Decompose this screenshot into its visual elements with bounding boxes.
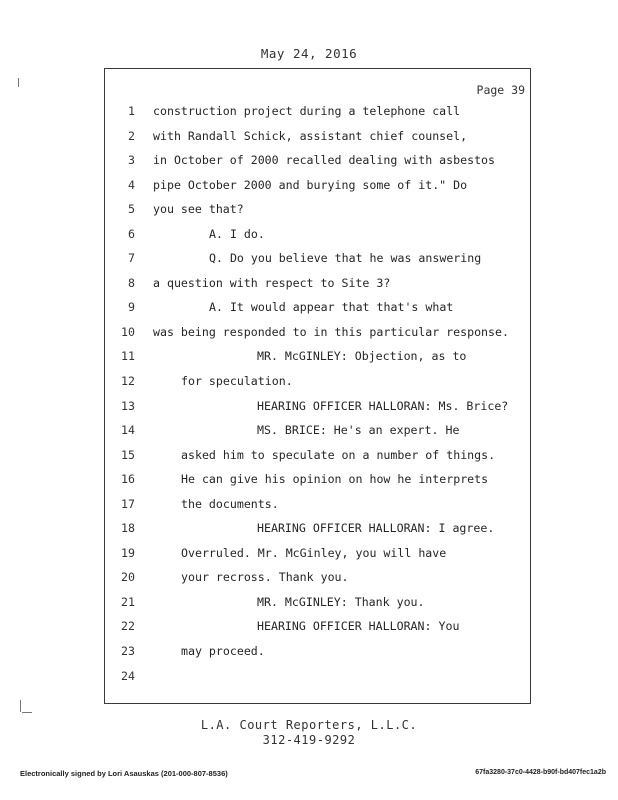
- line-number: 16: [121, 472, 135, 487]
- transcript-line: [105, 590, 530, 615]
- transcript-line: [105, 664, 530, 689]
- line-number: 24: [121, 668, 135, 683]
- line-number: 21: [121, 594, 135, 609]
- line-number: 20: [121, 570, 135, 585]
- transcript-page-frame: [104, 68, 531, 704]
- transcript-line: [105, 418, 530, 443]
- line-number: 14: [121, 423, 135, 438]
- line-text: asked him to speculate on a number of things.: [181, 447, 496, 462]
- page-number: Page 39: [476, 83, 525, 97]
- line-text: the documents.: [181, 496, 279, 511]
- line-text: your recross. Thank you.: [181, 570, 349, 585]
- scan-mark: [22, 712, 32, 713]
- line-text: He can give his opinion on how he interprets: [181, 472, 489, 487]
- transcript-line: [105, 320, 530, 345]
- line-number: 8: [128, 275, 135, 290]
- line-number: 5: [128, 202, 135, 217]
- court-reporter-name: L.A. Court Reporters, L.L.C.: [200, 718, 418, 732]
- transcript-line: [105, 344, 530, 369]
- transcript-line: [105, 614, 530, 639]
- line-text: a question with respect to Site 3?: [153, 275, 391, 290]
- transcript-lines: [105, 99, 530, 688]
- transcript-line: [105, 124, 530, 149]
- line-number: 23: [121, 644, 135, 659]
- line-number: 15: [121, 447, 135, 462]
- line-text: A. It would appear that that's what: [209, 300, 454, 315]
- transcript-line: [105, 99, 530, 124]
- line-number: 7: [128, 251, 135, 266]
- electronic-signature-note: Electronically signed by Lori Asauskas (201-000-807-8536): [20, 769, 228, 778]
- transcript-line: [105, 222, 530, 247]
- transcript-line: [105, 369, 530, 394]
- transcript-line: [105, 639, 530, 664]
- line-number: 4: [128, 177, 135, 192]
- transcript-date: May 24, 2016: [260, 46, 358, 61]
- line-number: 19: [121, 545, 135, 560]
- line-text: Overruled. Mr. McGinley, you will have: [181, 545, 447, 560]
- line-number: 18: [121, 521, 135, 536]
- line-text: A. I do.: [209, 226, 265, 241]
- court-reporter-phone: 312-419-9292: [262, 733, 356, 747]
- line-text: construction project during a telephone call: [153, 104, 461, 118]
- line-number: 2: [128, 128, 135, 143]
- transcript-line: [105, 246, 530, 271]
- transcript-line: [105, 565, 530, 590]
- scan-mark: [18, 78, 19, 87]
- line-text: Q. Do you believe that he was answering: [209, 251, 482, 266]
- line-text: was being responded to in this particular response.: [153, 324, 509, 339]
- transcript-line: [105, 173, 530, 198]
- line-number: 10: [121, 324, 135, 339]
- transcript-line: [105, 467, 530, 492]
- line-number: 22: [121, 619, 135, 634]
- line-number: 6: [128, 226, 135, 241]
- transcript-line: [105, 443, 530, 468]
- line-text: may proceed.: [181, 644, 265, 659]
- line-number: 3: [128, 153, 135, 168]
- line-text: MS. BRICE: He's an expert. He: [257, 423, 460, 438]
- line-number: 17: [121, 496, 135, 511]
- transcript-line: [105, 492, 530, 517]
- line-number: 9: [128, 300, 135, 315]
- line-text: MR. McGINLEY: Objection, as to: [257, 349, 467, 364]
- line-text: pipe October 2000 and burying some of it." Do: [153, 177, 468, 192]
- line-text: you see that?: [153, 202, 244, 217]
- line-text: with Randall Schick, assistant chief counsel,: [153, 128, 468, 143]
- transcript-line: [105, 541, 530, 566]
- transcript-line: [105, 516, 530, 541]
- transcript-line: [105, 271, 530, 296]
- line-number: 11: [121, 349, 135, 364]
- line-text: for speculation.: [181, 374, 293, 389]
- line-text: in October of 2000 recalled dealing with asbestos: [153, 153, 496, 168]
- signature-id: 67fa3280-37c0-4428-b90f-bd407fec1a2b: [475, 769, 606, 776]
- scan-mark: [20, 700, 21, 712]
- line-number: 12: [121, 374, 135, 389]
- transcript-line: [105, 148, 530, 173]
- line-number: 1: [128, 104, 135, 118]
- transcript-line: [105, 394, 530, 419]
- line-text: MR. McGINLEY: Thank you.: [257, 594, 425, 609]
- transcript-line: [105, 197, 530, 222]
- line-text: HEARING OFFICER HALLORAN: I agree.: [257, 521, 495, 536]
- line-text: HEARING OFFICER HALLORAN: Ms. Brice?: [257, 398, 509, 413]
- line-number: 13: [121, 398, 135, 413]
- line-text: HEARING OFFICER HALLORAN: You: [257, 619, 460, 634]
- transcript-line: [105, 295, 530, 320]
